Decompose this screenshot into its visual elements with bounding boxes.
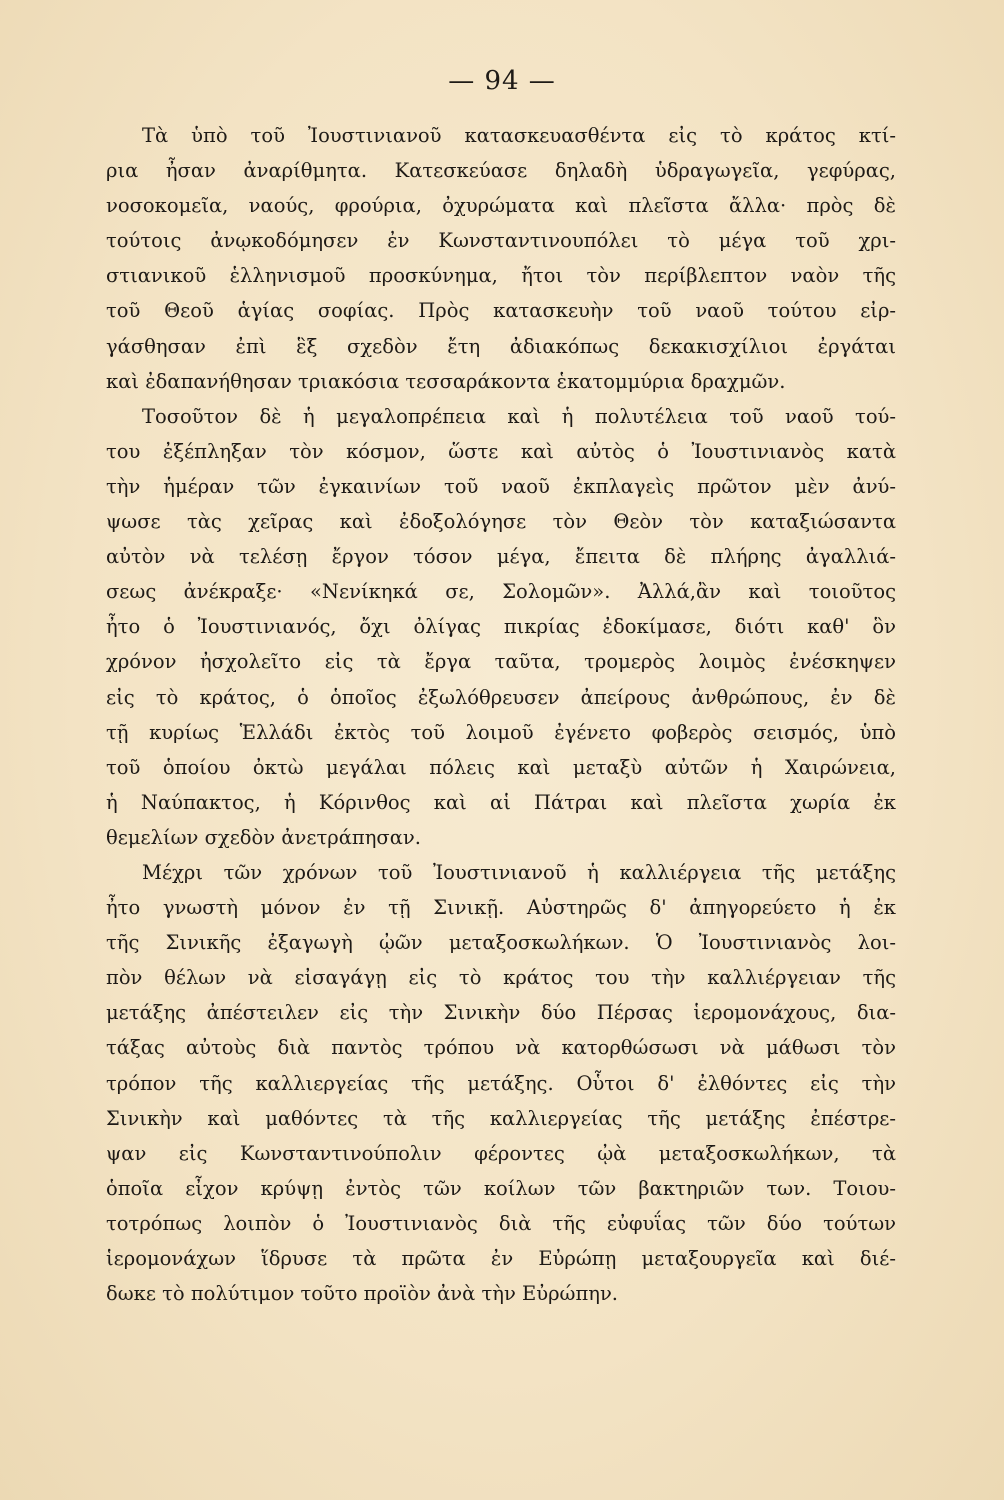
text-line: τρόπον τῆς καλλιεργείας τῆς μετάξης. Οὗτοι δ' ἐλθόντες εἰς τὴν — [106, 1071, 896, 1095]
text-line: τοῦ Θεοῦ ἁγίας σοφίας. Πρὸς κατασκευὴν τοῦ ναοῦ τούτου εἰρ- — [106, 299, 896, 323]
text-line: Σινικὴν καὶ μαθόντες τὰ τῆς καλλιεργείας τῆς μετάξης ἐπέστρε- — [106, 1106, 896, 1130]
text-line: τῇ κυρίως Ἑλλάδι ἐκτὸς τοῦ λοιμοῦ ἐγένετο φοβερὸς σεισμός, ὑπὸ — [106, 720, 896, 744]
text-line: ὁποῖα εἶχον κρύψῃ ἐντὸς τῶν κοίλων τῶν βακτηριῶν των. Τοιου- — [106, 1176, 896, 1200]
text-line: εἰς τὸ κράτος, ὁ ὁποῖος ἐξωλόθρευσεν ἀπείρους ἀνθρώπους, ἐν δὲ — [106, 685, 896, 709]
text-line: Τοσοῦτον δὲ ἡ μεγαλοπρέπεια καὶ ἡ πολυτέλεια τοῦ ναοῦ τού- — [142, 404, 896, 428]
text-line: νοσοκομεῖα, ναούς, φρούρια, ὀχυρώματα καὶ πλεῖστα ἄλλα· πρὸς δὲ — [106, 194, 896, 218]
text-line: ἦτο ὁ Ἰουστινιανός, ὄχι ὀλίγας πικρίας ἐδοκίμασε, διότι καθ' ὃν — [106, 615, 896, 639]
text-line: ρια ἦσαν ἀναρίθμητα. Κατεσκεύασε δηλαδὴ ὑδραγωγεῖα, γεφύρας, — [106, 159, 896, 183]
text-line: μετάξης ἀπέστειλεν εἰς τὴν Σινικὴν δύο Πέρσας ἱερομονάχους, δια- — [106, 1001, 896, 1025]
text-line: ψαν εἰς Κωνσταντινούπολιν φέροντες ᾠὰ μεταξοσκωλήκων, τὰ — [106, 1141, 896, 1165]
text-line: τοτρόπως λοιπὸν ὁ Ἰουστινιανὸς διὰ τῆς εὐφυΐας τῶν δύο τούτων — [106, 1211, 896, 1235]
body-text — [106, 118, 896, 1311]
text-line: ψωσε τὰς χεῖρας καὶ ἐδοξολόγησε τὸν Θεὸν τὸν καταξιώσαντα — [106, 510, 896, 534]
text-line: στιανικοῦ ἑλληνισμοῦ προσκύνημα, ἤτοι τὸν περίβλεπτον ναὸν τῆς — [106, 264, 896, 288]
text-line: τὴν ἡμέραν τῶν ἐγκαινίων τοῦ ναοῦ ἐκπλαγεὶς πρῶτον μὲν ἀνύ- — [106, 474, 896, 498]
text-line: γάσθησαν ἐπὶ ἓξ σχεδὸν ἔτη ἀδιακόπως δεκακισχίλιοι ἐργάται — [106, 334, 896, 358]
text-line: αὐτὸν νὰ τελέσῃ ἔργον τόσον μέγα, ἔπειτα δὲ πλήρης ἀγαλλιά- — [106, 545, 896, 569]
text-line: τάξας αὐτοὺς διὰ παντὸς τρόπου νὰ κατορθώσωσι νὰ μάθωσι τὸν — [106, 1036, 896, 1060]
text-line: τούτοις ἀνῳκοδόμησεν ἐν Κωνσταντινουπόλει τὸ μέγα τοῦ χρι- — [106, 229, 896, 253]
text-line: καὶ ἐδαπανήθησαν τριακόσια τεσσαράκοντα ἑκατομμύρια δραχμῶν. — [106, 369, 786, 393]
text-line: ἦτο γνωστὴ μόνον ἐν τῇ Σινικῇ. Αὐστηρῶς δ' ἀπηγορεύετο ἡ ἐκ — [106, 896, 896, 920]
text-line: του ἐξέπληξαν τὸν κόσμον, ὥστε καὶ αὐτὸς ὁ Ἰουστινιανὸς κατὰ — [106, 439, 896, 463]
text-line: δωκε τὸ πολύτιμον τοῦτο προϊὸν ἀνὰ τὴν Εὐρώπην. — [106, 1282, 619, 1306]
text-line: πὸν θέλων νὰ εἰσαγάγῃ εἰς τὸ κράτος του τὴν καλλιέργειαν τῆς — [106, 966, 896, 990]
text-line: χρόνον ἠσχολεῖτο εἰς τὰ ἔργα ταῦτα, τρομερὸς λοιμὸς ἐνέσκηψεν — [106, 650, 896, 674]
text-line: σεως ἀνέκραξε· «Νενίκηκά σε, Σολομῶν». Ἀλλά,ἂν καὶ τοιοῦτος — [106, 580, 896, 604]
text-line: Μέχρι τῶν χρόνων τοῦ Ἰουστινιανοῦ ἡ καλλιέργεια τῆς μετάξης — [142, 860, 896, 884]
text-line: τοῦ ὁποίου ὀκτὼ μεγάλαι πόλεις καὶ μεταξὺ αὐτῶν ἡ Χαιρώνεια, — [106, 755, 896, 779]
text-line: θεμελίων σχεδὸν ἀνετράπησαν. — [106, 825, 421, 849]
text-line: ἱερομονάχων ἵδρυσε τὰ πρῶτα ἐν Εὐρώπῃ μεταξουργεῖα καὶ διέ- — [106, 1247, 896, 1270]
page-number: — 94 — — [448, 66, 556, 96]
text-line: τῆς Σινικῆς ἐξαγωγὴ ᾠῶν μεταξοσκωλήκων. Ὁ Ἰουστινιανὸς λοι- — [106, 931, 896, 955]
text-line: ἡ Ναύπακτος, ἡ Κόρινθος καὶ αἱ Πάτραι καὶ πλεῖστα χωρία ἐκ — [106, 790, 896, 814]
text-line: Τὰ ὑπὸ τοῦ Ἰουστινιανοῦ κατασκευασθέντα εἰς τὸ κράτος κτί- — [142, 124, 896, 147]
